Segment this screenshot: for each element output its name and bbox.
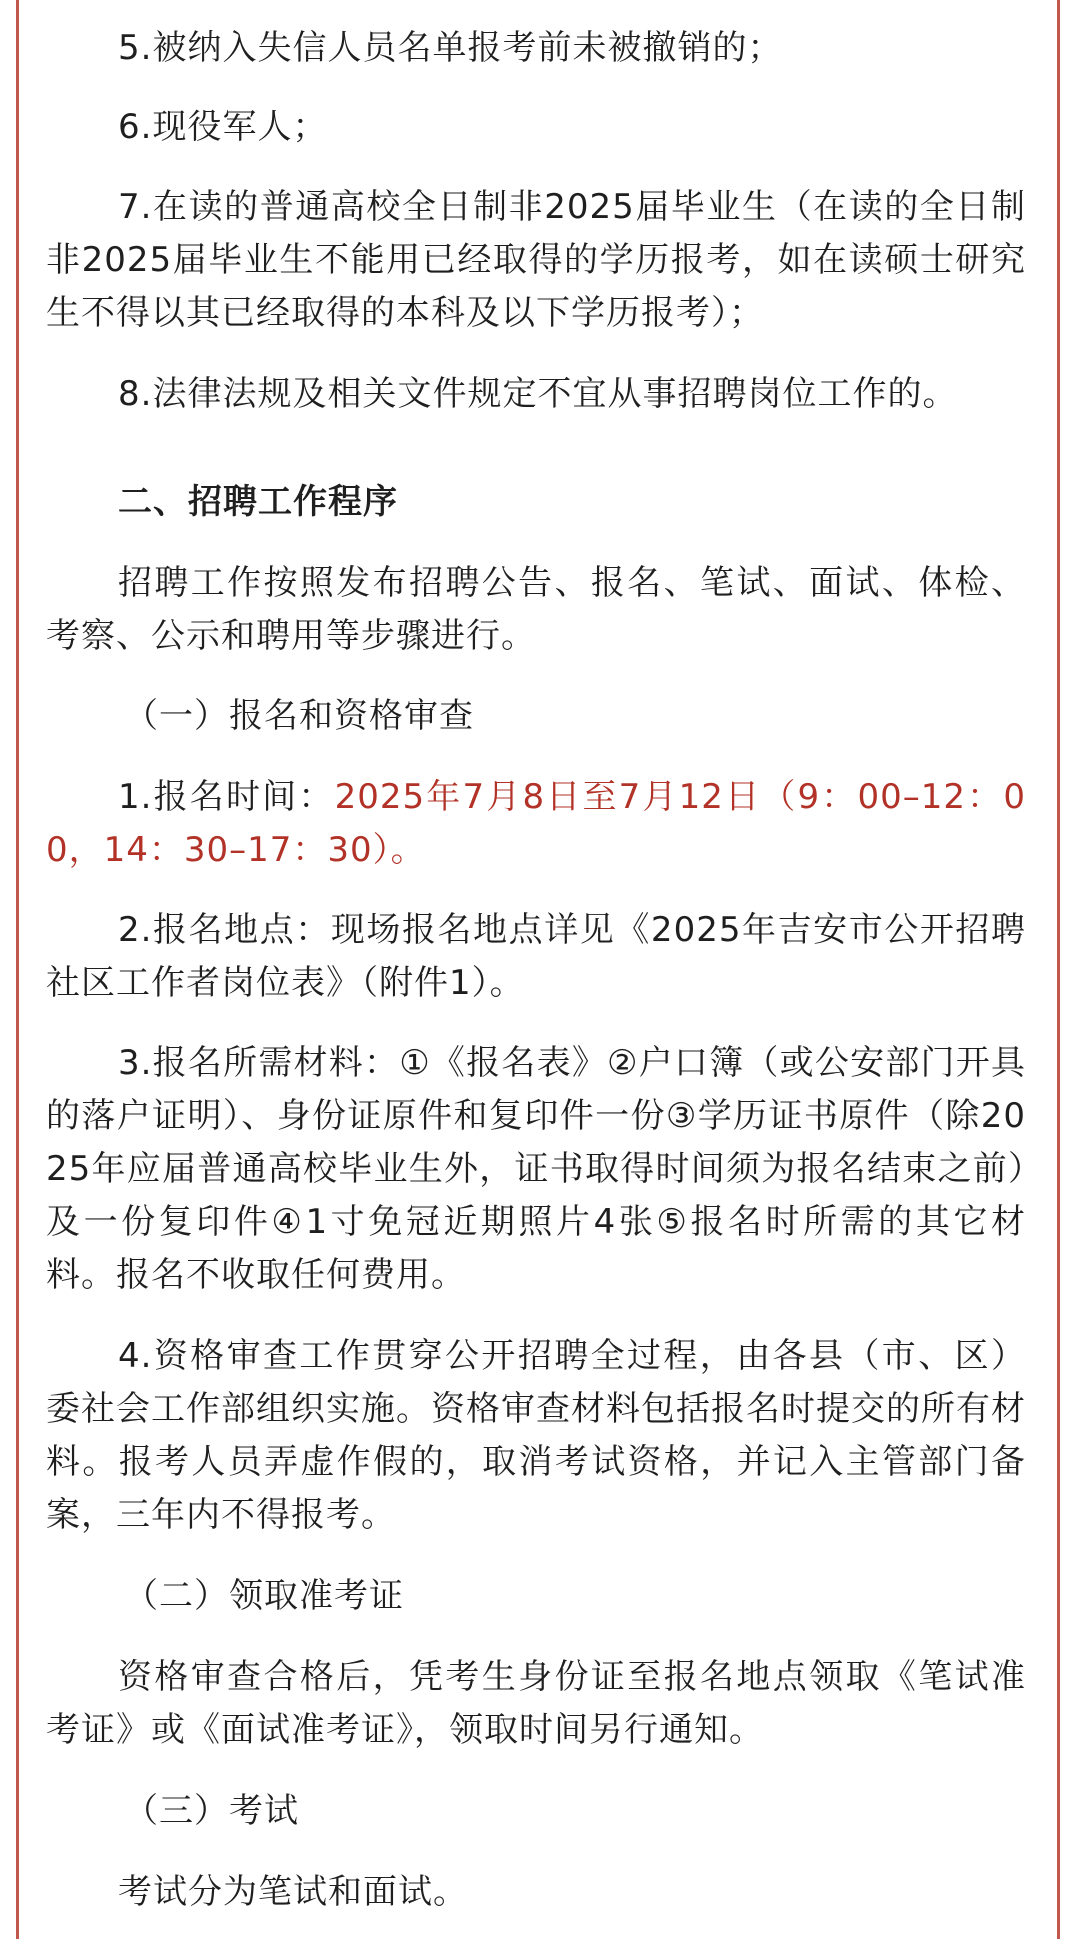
registration-location: 2.报名地点：现场报名地点详见《2025年吉安市公开招聘社区工作者岗位表》（附件1）。 [46,910,1026,1003]
left-frame-border [16,0,19,1939]
subsection-heading-admission-ticket: （二）领取准考证 [124,1576,404,1616]
registration-time [46,771,1026,877]
paragraph-item-5: 5.被纳入失信人员名单报考前未被撤销的； [118,28,783,68]
registration-materials: 3.报名所需材料：①《报名表》②户口簿（或公安部门开具的落户证明）、身份证原件和复印件一份③学历证书原件（除2025年应届普通高校毕业生外，证书取得时间须为报名结束之前）及一份复印件④1寸免冠近期照片4张⑤报名时所需的其它材料。报名不收取任何费用。 [46,1043,1026,1295]
registration-time-highlight: 2025年7月8日至7月12日（9：00–12：00，14：30–17：30）。 [46,777,1026,870]
admission-ticket-text: 资格审查合格后，凭考生身份证至报名地点领取《笔试准考证》或《面试准考证》，领取时间另行通知。 [46,1657,1026,1750]
subsection-heading-exam: （三）考试 [124,1791,299,1831]
exam-text: 考试分为笔试和面试。 [118,1872,468,1912]
paragraph-item-8: 8.法律法规及相关文件规定不宜从事招聘岗位工作的。 [118,374,958,414]
right-frame-border [1057,0,1060,1939]
qualification-review: 4.资格审查工作贯穿公开招聘全过程，由各县（市、区）委社会工作部组织实施。资格审查材料包括报名时提交的所有材料。报考人员弄虚作假的，取消考试资格，并记入主管部门备案，三年内不得报考。 [46,1336,1026,1535]
section-heading: 二、招聘工作程序 [118,482,398,522]
procedure-intro: 招聘工作按照发布招聘公告、报名、笔试、面试、体检、考察、公示和聘用等步骤进行。 [46,563,1026,656]
paragraph-item-6: 6.现役军人； [118,107,328,147]
subsection-heading-registration: （一）报名和资格审查 [124,696,474,736]
registration-time-label: 1.报名时间： [118,777,335,817]
paragraph-item-7: 7.在读的普通高校全日制非2025届毕业生（在读的全日制非2025届毕业生不能用已经取得的学历报考，如在读硕士研究生不得以其已经取得的本科及以下学历报考）； [46,187,1026,333]
